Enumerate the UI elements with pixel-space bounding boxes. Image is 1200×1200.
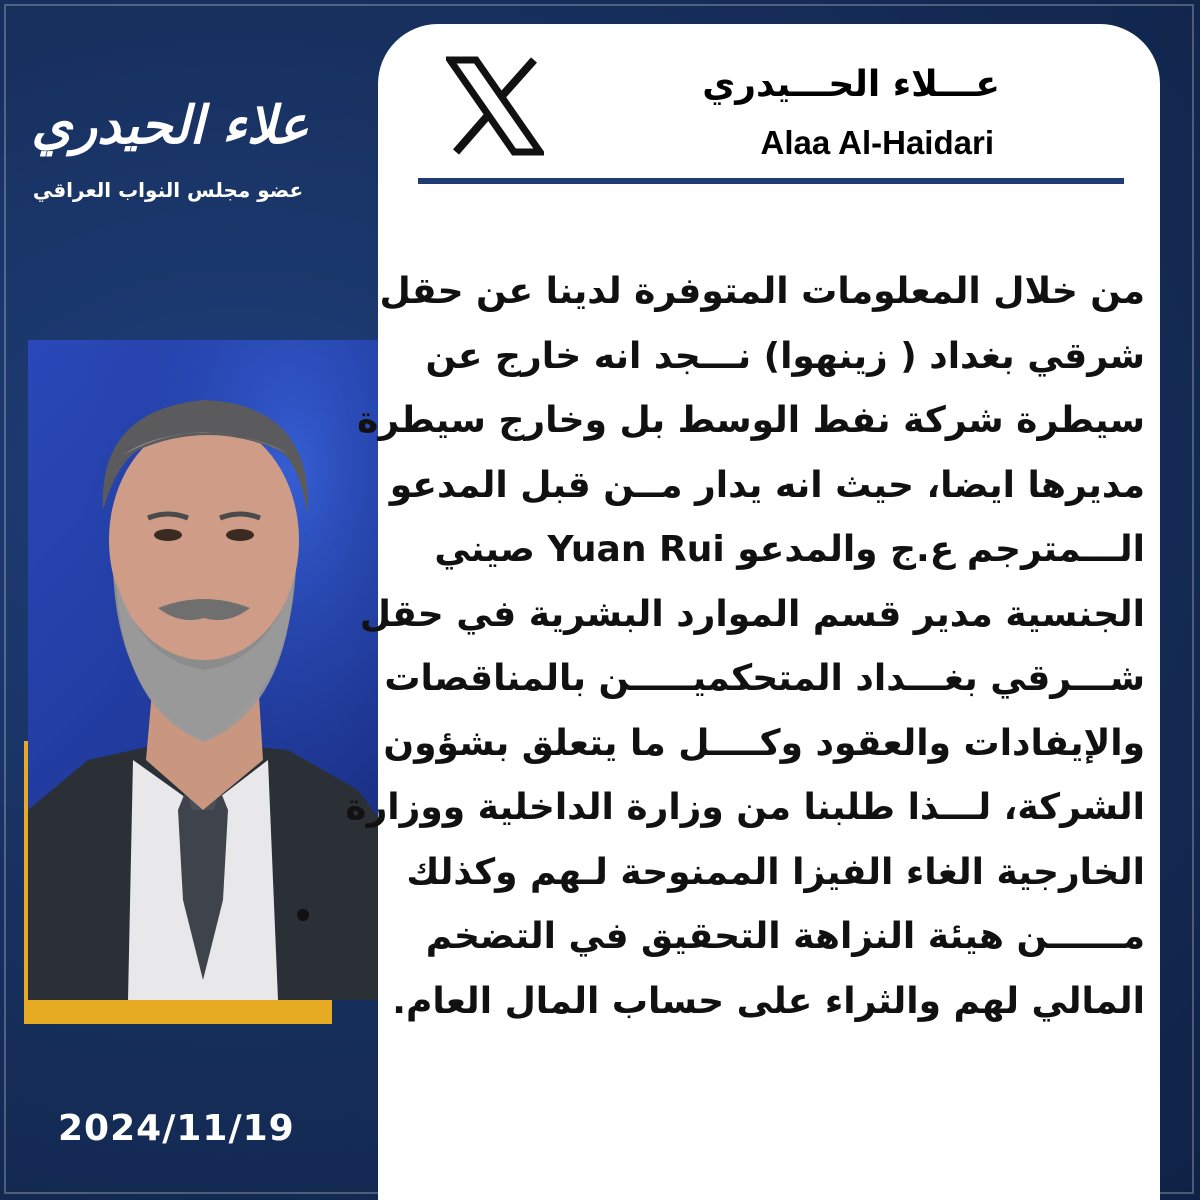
member-title: عضو مجلس النواب العراقي	[32, 178, 304, 202]
author-name-arabic: عـــلاء الحـــيدري	[702, 64, 1000, 105]
statement-body	[345, 260, 1145, 1034]
x-logo-icon	[446, 56, 544, 156]
body-line: شـــرقي بغـــداد المتحكميـــــن بالمناقصات	[384, 658, 1145, 699]
logo-text: علاء الحيدري	[31, 95, 309, 156]
body-line: الشركة، لـــذا طلبنا من وزارة الداخلية ووزارة	[345, 787, 1145, 828]
body-line: شرقي بغداد ( زينهوا) نـــجد انه خارج عن	[425, 335, 1145, 377]
calligraphy-logo	[20, 88, 320, 168]
body-line: المالي لهم والثراء على حساب المال العام.	[392, 980, 1145, 1022]
body-line: مــــــن هيئة النزاهة التحقيق في التضخم	[425, 916, 1145, 957]
body-line: الخارجية الغاء الفيزا الممنوحة لـهم وكذلك	[406, 851, 1145, 893]
post-date: 2024/11/19	[58, 1108, 295, 1149]
body-line: من خلال المعلومات المتوفرة لدينا عن حقل	[379, 271, 1145, 312]
body-line: والإيفادات والعقود وكــــل ما يتعلق بشؤون	[383, 722, 1145, 764]
body-line: سيطرة شركة نفط الوسط بل وخارج سيطرة	[357, 400, 1145, 441]
author-name-english: Alaa Al-Haidari	[760, 124, 994, 161]
body-line: الـــمترجم ع.ج والمدعو Yuan Rui صيني	[434, 529, 1145, 570]
body-line: الجنسية مدير قسم الموارد البشرية في حقل	[359, 593, 1145, 635]
portrait-photo	[28, 340, 380, 1000]
body-line: مديرها ايضا، حيث انه يدار مــن قبل المدعو	[389, 464, 1145, 506]
header-divider	[418, 178, 1124, 184]
